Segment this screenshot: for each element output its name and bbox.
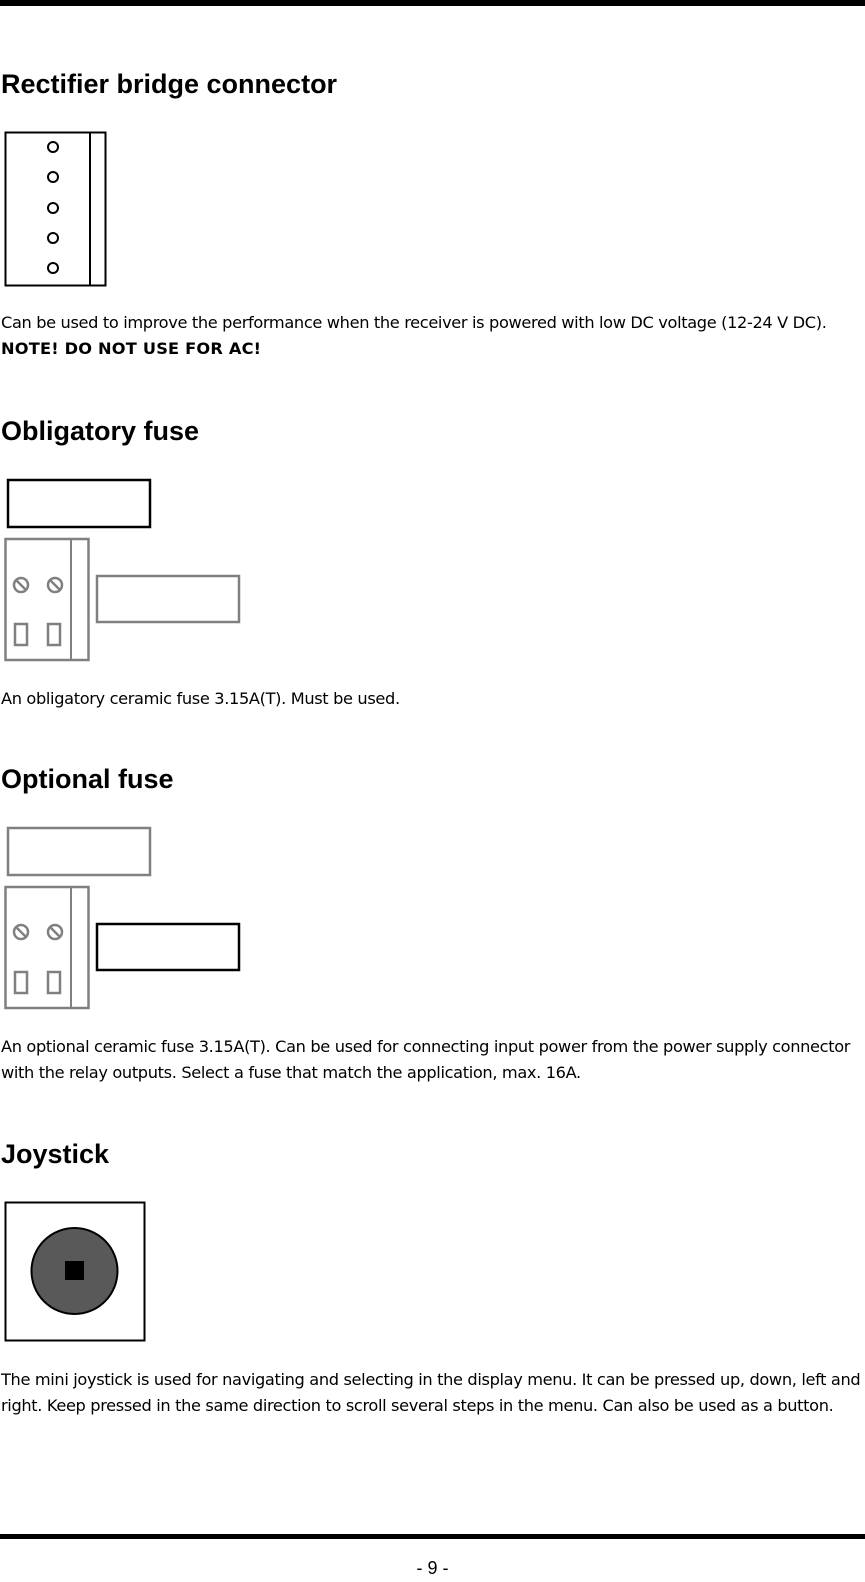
heading-optional-fuse: Optional fuse: [1, 764, 174, 794]
joystick-figure: [0, 1200, 150, 1346]
page-number: - 9 -: [416, 1558, 449, 1578]
heading-rectifier-bridge-connector: Rectifier bridge connector: [1, 69, 338, 99]
heading-joystick: Joystick: [1, 1139, 110, 1169]
joystick-icon: [0, 1200, 150, 1346]
obligatory-fuse-icon: [0, 477, 245, 663]
optional-fuse-figure: [0, 825, 245, 1011]
top-rule: [0, 0, 865, 6]
obligatory-fuse-figure: [0, 477, 245, 663]
rectifier-connector-icon: [0, 131, 110, 289]
rectifier-warning: NOTE! DO NOT USE FOR AC!: [1, 339, 262, 358]
rectifier-description: Can be used to improve the performance when the receiver is powered with low DC voltage (12-24 V DC). NOTE! DO NOT USE FOR AC!: [1, 313, 827, 358]
joystick-description: The mini joystick is used for navigating and selecting in the display menu. It can be pressed up, down, left and right. Keep pressed in the same direction to scroll several steps in the menu. Can also be used as a button.: [1, 1370, 861, 1415]
optional-fuse-description: An optional ceramic fuse 3.15A(T). Can be used for connecting input power from the power supply connector with the relay outputs. Select a fuse that match the application, max. 16A.: [1, 1037, 851, 1082]
optional-fuse-icon: [0, 825, 245, 1011]
obligatory-fuse-description: An obligatory ceramic fuse 3.15A(T). Must be used.: [1, 689, 400, 708]
rectifier-bridge-connector-figure: [0, 131, 110, 289]
bottom-rule: [0, 1534, 865, 1539]
heading-obligatory-fuse: Obligatory fuse: [1, 416, 200, 446]
